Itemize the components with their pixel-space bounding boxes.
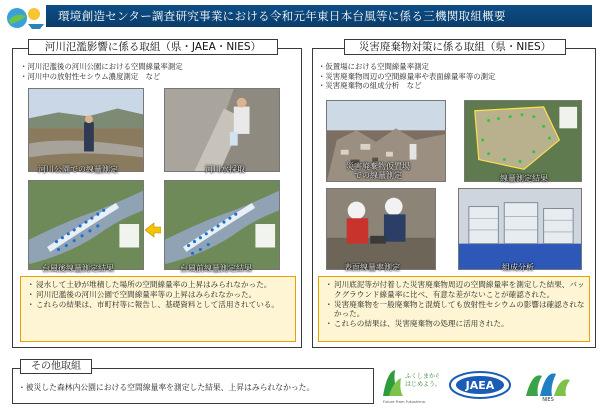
caption-waste-dose-results: 線量測定結果 (500, 174, 548, 183)
result-bullet: ・ (325, 280, 333, 289)
other-initiatives-heading: その他取組 (20, 359, 92, 374)
photo-river-water-sampling (164, 88, 280, 172)
caption-waste-site: 災害廃棄物仮置場 での線量測定 (346, 162, 410, 180)
result-text: 災害廃棄物を一般廃棄物と混焼しても放射性セシウムの影響は確認されなかった。 (334, 299, 585, 319)
river-bullets (20, 62, 183, 81)
page-title: 環境創造センター調査研究事業における令和元年東日本台風等に係る三機関取組概要 (46, 5, 592, 27)
nies-logo (522, 366, 574, 402)
result-bullet: ・ (27, 280, 35, 289)
map-after-typhoon (28, 180, 144, 270)
photo-surface-dose (326, 188, 436, 270)
waste-bullet: ・災害廃棄物の組成分析 など (318, 81, 422, 91)
result-text: これらの結果は、市町村等に報告し、基礎資料として活用されている。 (36, 299, 279, 309)
caption-river-park: 河川公園での線量測定 (38, 165, 118, 174)
river-results-box (20, 276, 296, 342)
river-panel-heading: 河川氾濫影響に係る取組（県・JAEA・NIES） (28, 39, 278, 55)
result-text: 河川氾濫後の河川公園で空間線量率等の上昇はみられなかった。 (36, 289, 257, 299)
river-bullet: ・河川氾濫後の河川公園における空間線量率測定 (20, 62, 183, 71)
waste-results-box (318, 276, 590, 342)
result-bullet: ・ (27, 289, 35, 299)
waste-panel-heading: 災害廃棄物対策に係る取組（県・NIES） (344, 39, 566, 55)
fukushima-center-logo (4, 4, 46, 30)
river-bullet: ・河川中の放射性セシウム濃度測定 など (20, 71, 161, 81)
waste-bullet: ・仮置場における空間線量率測定 (318, 62, 429, 71)
photo-river-park (28, 88, 144, 172)
caption-surface-dose: 表面線量率測定 (344, 263, 400, 272)
fukushima-logo-line1: ふくしまから (405, 373, 439, 380)
result-text: 浸水して土砂が堆積した場所の空間線量率の上昇はみられなかった。 (36, 280, 272, 289)
result-bullet: ・ (325, 319, 333, 329)
fukushima-logo-line3: Future From Fukushima. (383, 400, 427, 404)
result-bullet: ・ (325, 299, 333, 309)
result-bullet: ・ (27, 299, 35, 309)
waste-bullet: ・災害廃棄物周辺の空間線量率や表面線量率等の測定 (318, 71, 496, 81)
photo-composition-analysis (458, 188, 582, 270)
caption-composition-analysis: 組成分析 (502, 263, 534, 272)
jaea-logo-text: JAEA (465, 379, 495, 392)
caption-river-water-sampling: 河川水採取 (205, 165, 245, 174)
map-before-typhoon (164, 180, 280, 270)
result-text: これらの結果は、災害廃棄物の処理に活用された。 (334, 319, 509, 329)
fukushima-logo-line2: はじめよう。 (405, 381, 439, 388)
result-text: 河川底泥等が付着した災害廃棄物周辺の空間線量率を測定した結果、バックグラウンド線量率に比べ、有意な差がないことが確認された。 (334, 280, 585, 299)
waste-bullets (318, 62, 495, 91)
jaea-logo (448, 370, 512, 400)
other-initiatives-text: ・被災した森林内公園における空間線量率を測定した結果、上昇はみられなかった。 (18, 383, 315, 392)
nies-logo-text: NIES (542, 397, 554, 402)
map-waste-dose-results (464, 100, 582, 182)
arrow-left-icon (145, 222, 161, 238)
fukushima-logo (379, 366, 439, 406)
caption-map-before-typhoon: 台風前線量測定結果 (180, 264, 252, 273)
caption-map-after-typhoon: 台風後線量測定結果 (42, 264, 114, 273)
